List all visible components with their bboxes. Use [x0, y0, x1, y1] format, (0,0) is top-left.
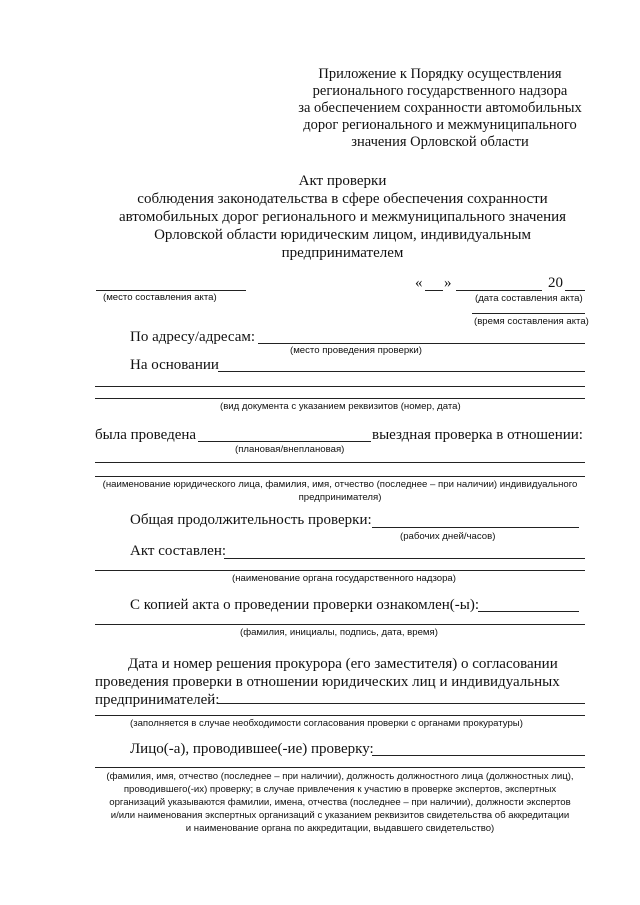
title-line: автомобильных дорог регионального и межмуниципального значения	[118, 209, 567, 225]
date-year-field[interactable]	[565, 290, 585, 291]
appendix-line: Приложение к Порядку осуществления	[318, 66, 562, 82]
title-line: соблюдения законодательства в сфере обеспечения сохранности	[137, 191, 548, 207]
inspector-label: Лицо(-а), проводившее(-ие) проверку:	[130, 741, 374, 757]
time-field[interactable]	[472, 313, 585, 314]
date-day-field[interactable]	[425, 290, 443, 291]
document-title	[95, 172, 590, 262]
subject-caption	[95, 478, 585, 504]
copy-label: С копией акта о проведении проверки ознакомлен(-ы):	[130, 597, 480, 613]
address-field[interactable]	[258, 343, 585, 344]
date-year-prefix: 20	[548, 275, 563, 291]
subject-caption-line: предпринимателя)	[298, 492, 382, 503]
prosecutor-line-3: предпринимателей:	[95, 692, 220, 708]
title-line: Акт проверки	[298, 173, 387, 189]
prosecutor-line-2: проведения проверки в отношении юридических лиц и индивидуальных	[95, 674, 560, 690]
prosecutor-line-1: Дата и номер решения прокурора (его заместителя) о согласовании	[128, 656, 558, 672]
appendix-block	[285, 66, 595, 151]
inspector-caption-line: организаций указываются фамилии, имена, отчества (последнее – при наличии), должности экспертов	[109, 797, 571, 808]
subject-caption-line: (наименование юридического лица, фамилия, имя, отчество (последнее – при наличии) индивидуального	[102, 479, 578, 490]
copy-caption: (фамилия, инициалы, подпись, дата, время)	[240, 627, 438, 638]
appendix-line: дорог регионального и межмуниципального	[303, 117, 577, 133]
inspection-type-field[interactable]	[198, 441, 371, 442]
inspector-caption-line: (фамилия, имя, отчество (последнее – при наличии), должность должностного лица (должностных лиц),	[106, 771, 574, 782]
subject-field-line-2[interactable]	[95, 476, 585, 477]
compiled-caption: (наименование органа государственного надзора)	[232, 573, 456, 584]
prosecutor-field[interactable]	[218, 703, 585, 704]
inspector-caption-line: и наименование органа по аккредитации, выдавшего свидетельство)	[185, 823, 495, 834]
subject-field-line-1[interactable]	[95, 462, 585, 463]
basis-field[interactable]	[218, 371, 585, 372]
conducted-label-right: выездная проверка в отношении:	[372, 427, 583, 443]
inspection-type-caption: (плановая/внеплановая)	[235, 444, 345, 455]
date-quote-close: »	[444, 275, 452, 291]
compiled-field-line-2[interactable]	[95, 570, 585, 571]
prosecutor-field-line-2[interactable]	[95, 715, 585, 716]
date-quote-open: «	[415, 275, 423, 291]
appendix-line: регионального государственного надзора	[312, 83, 568, 99]
appendix-line: за обеспечением сохранности автомобильных	[298, 100, 582, 116]
appendix-line: значения Орловской области	[351, 134, 529, 150]
inspector-field-line-2[interactable]	[95, 767, 585, 768]
title-line: Орловской области юридическим лицом, индивидуальным	[154, 227, 531, 243]
place-caption: (место составления акта)	[103, 292, 217, 303]
duration-caption: (рабочих дней/часов)	[400, 531, 496, 542]
inspector-caption-line: и/или наименования экспертных организаций с указанием реквизитов свидетельства об аккредитации	[110, 810, 570, 821]
address-label: По адресу/адресам:	[130, 329, 256, 345]
inspector-caption-line: проводившего(-их) проверку; в случае привлечения к участию в проверке экспертов, экспертных	[123, 784, 557, 795]
basis-field-line-2[interactable]	[95, 386, 585, 387]
inspector-caption	[95, 770, 585, 835]
date-caption: (дата составления акта)	[475, 293, 583, 304]
prosecutor-caption: (заполняется в случае необходимости согласования проверки с органами прокуратуры)	[130, 718, 523, 729]
basis-caption: (вид документа с указанием реквизитов (номер, дата)	[220, 401, 461, 412]
title-line: предпринимателем	[281, 245, 404, 261]
copy-field[interactable]	[478, 611, 579, 612]
compiled-field[interactable]	[224, 558, 585, 559]
copy-field-line-2[interactable]	[95, 624, 585, 625]
conducted-label: была проведена	[95, 427, 197, 443]
inspector-field[interactable]	[372, 755, 585, 756]
basis-label: На основании	[130, 357, 219, 373]
compiled-label: Акт составлен:	[130, 543, 227, 559]
basis-field-line-3[interactable]	[95, 398, 585, 399]
address-caption: (место проведения проверки)	[290, 345, 422, 356]
place-field[interactable]	[96, 290, 246, 291]
date-month-field[interactable]	[456, 290, 542, 291]
duration-field[interactable]	[372, 527, 579, 528]
duration-label: Общая продолжительность проверки:	[130, 512, 372, 528]
time-caption: (время составления акта)	[474, 316, 589, 327]
prosecutor-text	[95, 655, 585, 709]
